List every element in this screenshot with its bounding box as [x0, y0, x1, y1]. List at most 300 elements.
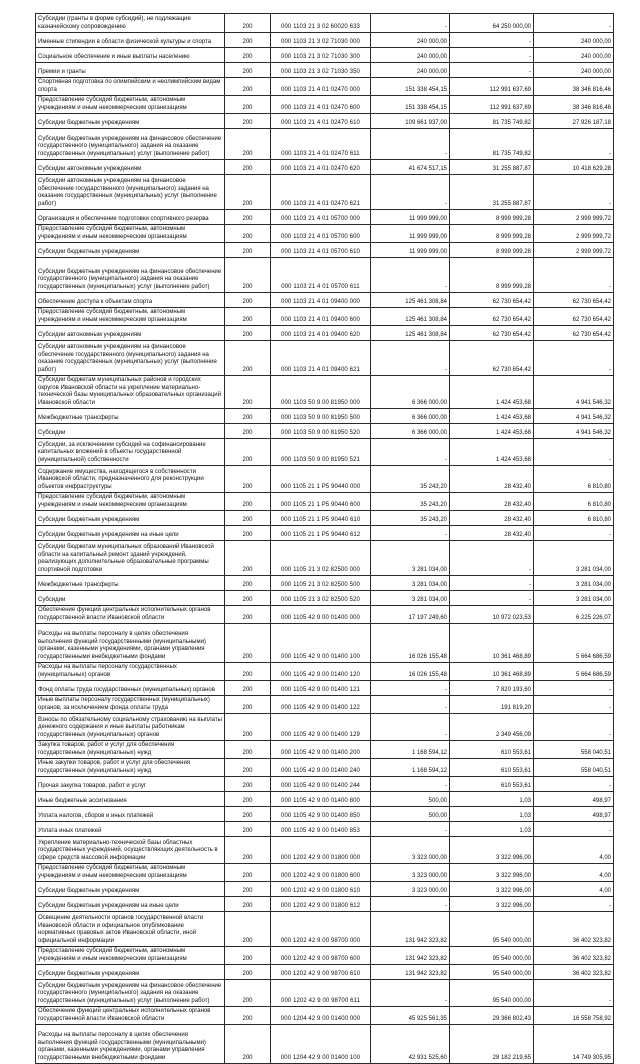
line-code-cell: 200	[225, 114, 271, 129]
budget-classification-code-cell: 000 1103 21 3 02 71030 000	[271, 33, 371, 48]
line-code-cell: 200	[225, 576, 271, 591]
approved-appropriations-cell: -	[371, 258, 450, 293]
approved-appropriations-cell: 125 461 308,84	[371, 293, 450, 308]
executed-amount-cell: 95 540 000,00	[450, 980, 534, 1007]
indicator-name-cell: Предоставление субсидий бюджетным, автономным учреждениям и иным некоммерческим организациям	[36, 947, 225, 965]
budget-classification-code-cell: 000 1105 42 9 00 01400 100	[271, 624, 371, 663]
table-row	[36, 681, 614, 696]
budget-classification-code-cell: 000 1105 42 9 00 01400 200	[271, 741, 371, 759]
budget-classification-code-cell: 000 1105 42 9 00 01400 244	[271, 777, 371, 792]
line-code-cell: 200	[225, 175, 271, 210]
indicator-name-cell: Субсидии бюджетам муниципальных образований Ивановской области на капитальный ремонт зданий учреждений, реализующих дополнительные образовательные программы спортивной подготовки	[36, 541, 225, 576]
table-row	[36, 493, 614, 511]
table-row	[36, 965, 614, 980]
table-row	[36, 807, 614, 822]
approved-appropriations-cell: 11 999 999,00	[371, 243, 450, 258]
executed-amount-cell: 10 361 468,89	[450, 624, 534, 663]
table-row	[36, 526, 614, 541]
indicator-name-cell: Межбюджетные трансферты	[36, 576, 225, 591]
line-code-cell: 200	[225, 624, 271, 663]
budget-classification-code-cell: 000 1202 42 9 00 01800 612	[271, 897, 371, 912]
executed-amount-cell: 62 730 654,42	[450, 308, 534, 326]
executed-amount-cell: 28 432,40	[450, 493, 534, 511]
line-code-cell: 200	[225, 376, 271, 409]
approved-appropriations-cell: 125 461 308,84	[371, 326, 450, 341]
budget-classification-code-cell: 000 1103 21 3 02 71030 300	[271, 48, 371, 63]
line-code-cell: 200	[225, 243, 271, 258]
approved-appropriations-cell: -	[371, 696, 450, 714]
indicator-name-cell: Закупка товаров, работ и услуг для обеспечения государственных (муниципальных) нужд	[36, 741, 225, 759]
line-code-cell: 200	[225, 777, 271, 792]
table-row	[36, 63, 614, 78]
unexecuted-appropriations-cell: 2 999 999,72	[534, 210, 614, 225]
approved-appropriations-cell: 240 000,00	[371, 33, 450, 48]
executed-amount-cell: 8 999 999,28	[450, 258, 534, 293]
indicator-name-cell: Субсидии автономным учреждениям на финансовое обеспечение государственного (муниципального) задания на оказание государственных (муниципальных) услуг (выполнение работ)	[36, 341, 225, 376]
unexecuted-appropriations-cell: 2 999 999,72	[534, 243, 614, 258]
approved-appropriations-cell: 6 366 000,00	[371, 376, 450, 409]
approved-appropriations-cell: 35 243,20	[371, 493, 450, 511]
executed-amount-cell: 8 999 999,28	[450, 225, 534, 243]
approved-appropriations-cell: 500,00	[371, 807, 450, 822]
table-row	[36, 293, 614, 308]
budget-classification-code-cell: 000 1103 21 4 01 05700 600	[271, 225, 371, 243]
unexecuted-appropriations-cell: 27 926 187,18	[534, 114, 614, 129]
budget-classification-code-cell: 000 1202 42 9 00 98700 000	[271, 912, 371, 947]
executed-amount-cell: 62 730 654,42	[450, 326, 534, 341]
table-row	[36, 714, 614, 741]
approved-appropriations-cell: -	[371, 14, 450, 33]
approved-appropriations-cell: -	[371, 129, 450, 160]
approved-appropriations-cell: -	[371, 777, 450, 792]
line-code-cell: 200	[225, 129, 271, 160]
unexecuted-appropriations-cell: 240 000,00	[534, 63, 614, 78]
indicator-name-cell: Расходы на выплаты персоналу в целях обеспечения выполнения функций государственными (муниципальными) органами, казенными учреждениями, органами управления государственными внебюджетными фондами	[36, 1025, 225, 1064]
indicator-name-cell: Спортивная подготовка по олимпийским и неолимпийским видам спорта	[36, 78, 225, 96]
unexecuted-appropriations-cell: 3 281 034,00	[534, 541, 614, 576]
unexecuted-appropriations-cell: -	[534, 777, 614, 792]
approved-appropriations-cell: 35 243,20	[371, 511, 450, 526]
table-row	[36, 225, 614, 243]
budget-classification-code-cell: 000 1103 50 9 00 81950 500	[271, 409, 371, 424]
executed-amount-cell: 28 432,40	[450, 466, 534, 493]
executed-amount-cell: 2 349 456,09	[450, 714, 534, 741]
budget-classification-code-cell: 000 1105 42 9 00 01400 853	[271, 822, 371, 837]
line-code-cell: 200	[225, 681, 271, 696]
table-row	[36, 210, 614, 225]
budget-classification-code-cell: 000 1105 42 9 00 01400 240	[271, 759, 371, 777]
indicator-name-cell: Субсидии бюджетным учреждениям	[36, 243, 225, 258]
unexecuted-appropriations-cell: 4,00	[534, 882, 614, 897]
unexecuted-appropriations-cell: -	[534, 439, 614, 466]
line-code-cell: 200	[225, 897, 271, 912]
indicator-name-cell: Организация и обеспечение подготовки спортивного резерва	[36, 210, 225, 225]
unexecuted-appropriations-cell: 3 281 034,00	[534, 576, 614, 591]
line-code-cell: 200	[225, 759, 271, 777]
executed-amount-cell: 81 735 749,82	[450, 129, 534, 160]
approved-appropriations-cell: -	[371, 980, 450, 1007]
executed-amount-cell: 1,03	[450, 822, 534, 837]
executed-amount-cell: 95 540 000,00	[450, 965, 534, 980]
budget-classification-code-cell: 000 1103 21 4 01 09400 620	[271, 326, 371, 341]
executed-amount-cell: 10 972 023,53	[450, 606, 534, 624]
approved-appropriations-cell: 16 026 155,48	[371, 624, 450, 663]
executed-amount-cell: 28 432,40	[450, 511, 534, 526]
budget-table-body	[36, 14, 614, 1064]
table-row	[36, 114, 614, 129]
budget-classification-code-cell: 000 1105 42 9 00 01400 850	[271, 807, 371, 822]
line-code-cell: 200	[225, 663, 271, 681]
approved-appropriations-cell: 3 323 000,00	[371, 864, 450, 882]
indicator-name-cell: Премии и гранты	[36, 63, 225, 78]
unexecuted-appropriations-cell: -	[534, 175, 614, 210]
unexecuted-appropriations-cell: 558 040,51	[534, 759, 614, 777]
indicator-name-cell: Субсидии бюджетным учреждениям на финансовое обеспечение государственного (муниципального) задания на оказание государственных (муниципальных) услуг (выполнение работ)	[36, 129, 225, 160]
unexecuted-appropriations-cell: 36 402 323,82	[534, 947, 614, 965]
line-code-cell: 200	[225, 912, 271, 947]
indicator-name-cell: Укрепление материально-технической базы областных государственных учреждений, осуществляющих деятельность в сфере средств массовой информации	[36, 837, 225, 864]
budget-classification-code-cell: 000 1103 21 4 01 02470 600	[271, 96, 371, 114]
table-row	[36, 308, 614, 326]
indicator-name-cell: Предоставление субсидий бюджетным, автономным учреждениям и иным некоммерческим организациям	[36, 225, 225, 243]
unexecuted-appropriations-cell: 240 000,00	[534, 33, 614, 48]
approved-appropriations-cell: 11 999 999,00	[371, 225, 450, 243]
unexecuted-appropriations-cell: 558 040,51	[534, 741, 614, 759]
approved-appropriations-cell: 41 674 517,15	[371, 160, 450, 175]
budget-classification-code-cell: 000 1103 21 4 01 02470 611	[271, 129, 371, 160]
budget-classification-code-cell: 000 1103 21 4 01 09400 000	[271, 293, 371, 308]
unexecuted-appropriations-cell: 2 999 999,72	[534, 225, 614, 243]
budget-classification-code-cell: 000 1202 42 9 00 01800 600	[271, 864, 371, 882]
indicator-name-cell: Предоставление субсидий бюджетным, автономным учреждениям и иным некоммерческим организациям	[36, 308, 225, 326]
unexecuted-appropriations-cell: 4 941 546,32	[534, 424, 614, 439]
line-code-cell: 200	[225, 792, 271, 807]
approved-appropriations-cell: 3 323 000,00	[371, 837, 450, 864]
table-row	[36, 792, 614, 807]
executed-amount-cell: 7 820 193,60	[450, 681, 534, 696]
executed-amount-cell: 8 999 999,28	[450, 210, 534, 225]
line-code-cell: 200	[225, 326, 271, 341]
line-code-cell: 200	[225, 526, 271, 541]
budget-classification-code-cell: 000 1202 42 9 00 98700 600	[271, 947, 371, 965]
unexecuted-appropriations-cell: 38 346 816,46	[534, 96, 614, 114]
executed-amount-cell: -	[450, 63, 534, 78]
indicator-name-cell: Взносы по обязательному социальному страхованию на выплаты денежного содержания и иные выплаты работникам государственных (муниципальных) органов	[36, 714, 225, 741]
budget-execution-table	[35, 13, 614, 1064]
line-code-cell: 200	[225, 606, 271, 624]
unexecuted-appropriations-cell: -	[534, 681, 614, 696]
table-row	[36, 947, 614, 965]
executed-amount-cell: 3 322 996,00	[450, 837, 534, 864]
indicator-name-cell: Иные выплаты персоналу государственных (муниципальных) органов, за исключением фонда оплаты труда	[36, 696, 225, 714]
unexecuted-appropriations-cell: -	[534, 258, 614, 293]
table-row	[36, 409, 614, 424]
indicator-name-cell: Обеспечение функций центральных исполнительных органов государственной власти Ивановской области	[36, 606, 225, 624]
executed-amount-cell: 62 730 654,42	[450, 341, 534, 376]
line-code-cell: 200	[225, 822, 271, 837]
executed-amount-cell: 28 182 219,65	[450, 1025, 534, 1064]
line-code-cell: 200	[225, 541, 271, 576]
indicator-name-cell: Субсидии бюджетным учреждениям на иные цели	[36, 897, 225, 912]
table-row	[36, 882, 614, 897]
executed-amount-cell: 610 553,61	[450, 777, 534, 792]
indicator-name-cell: Субсидии бюджетным учреждениям на финансовое обеспечение государственного (муниципального) задания на оказание государственных (муниципальных) услуг (выполнение работ)	[36, 980, 225, 1007]
executed-amount-cell: 610 553,61	[450, 759, 534, 777]
indicator-name-cell: Субсидии автономным учреждениям	[36, 326, 225, 341]
executed-amount-cell: 1 424 453,68	[450, 424, 534, 439]
unexecuted-appropriations-cell: -	[534, 980, 614, 1007]
executed-amount-cell: 3 322 996,00	[450, 864, 534, 882]
budget-classification-code-cell: 000 1105 21 1 Р5 90440 000	[271, 466, 371, 493]
indicator-name-cell: Уплата налогов, сборов и иных платежей	[36, 807, 225, 822]
approved-appropriations-cell: 151 338 454,15	[371, 96, 450, 114]
indicator-name-cell: Субсидии автономным учреждениям на финансовое обеспечение государственного (муниципального) задания на оказание государственных (муниципальных) услуг (выполнение работ)	[36, 175, 225, 210]
budget-classification-code-cell: 000 1105 42 9 00 01400 121	[271, 681, 371, 696]
budget-classification-code-cell: 000 1105 21 3 02 82500 000	[271, 541, 371, 576]
line-code-cell: 200	[225, 511, 271, 526]
line-code-cell: 200	[225, 1007, 271, 1025]
indicator-name-cell: Обеспечение функций центральных исполнительных органов государственной власти Ивановской области	[36, 1007, 225, 1025]
indicator-name-cell: Содержание имущества, находящегося в собственности Ивановской области, предназначенного для реконструкции объектов инфраструктуры	[36, 466, 225, 493]
unexecuted-appropriations-cell: 6 810,80	[534, 511, 614, 526]
table-row	[36, 439, 614, 466]
executed-amount-cell: 81 735 749,82	[450, 114, 534, 129]
table-row	[36, 1007, 614, 1025]
approved-appropriations-cell: 1 168 594,12	[371, 741, 450, 759]
line-code-cell: 200	[225, 807, 271, 822]
indicator-name-cell: Уплата иных платежей	[36, 822, 225, 837]
indicator-name-cell: Именные стипендии в области физической культуры и спорта	[36, 33, 225, 48]
unexecuted-appropriations-cell: 36 402 323,82	[534, 912, 614, 947]
line-code-cell: 200	[225, 14, 271, 33]
indicator-name-cell: Субсидии бюджетным учреждениям на финансовое обеспечение государственного (муниципального) задания на оказание государственных (муниципальных) услуг (выполнение работ)	[36, 258, 225, 293]
indicator-name-cell: Субсидии бюджетным учреждениям	[36, 511, 225, 526]
indicator-name-cell: Субсидии	[36, 424, 225, 439]
executed-amount-cell: 62 730 654,42	[450, 293, 534, 308]
indicator-name-cell: Обеспечение доступа к объектам спорта	[36, 293, 225, 308]
approved-appropriations-cell: 131 942 323,82	[371, 912, 450, 947]
unexecuted-appropriations-cell: -	[534, 526, 614, 541]
executed-amount-cell: 8 999 999,28	[450, 243, 534, 258]
approved-appropriations-cell: -	[371, 897, 450, 912]
line-code-cell: 200	[225, 258, 271, 293]
unexecuted-appropriations-cell: 62 730 654,42	[534, 308, 614, 326]
table-row	[36, 466, 614, 493]
budget-classification-code-cell: 000 1105 42 9 00 01400 129	[271, 714, 371, 741]
approved-appropriations-cell: 500,00	[371, 792, 450, 807]
table-row	[36, 663, 614, 681]
budget-classification-code-cell: 000 1103 21 4 01 09400 600	[271, 308, 371, 326]
table-row	[36, 48, 614, 63]
executed-amount-cell: 28 432,40	[450, 526, 534, 541]
table-row	[36, 243, 614, 258]
unexecuted-appropriations-cell: 6 810,80	[534, 466, 614, 493]
line-code-cell: 200	[225, 210, 271, 225]
unexecuted-appropriations-cell: 38 346 816,46	[534, 78, 614, 96]
budget-classification-code-cell: 000 1105 42 9 00 01400 120	[271, 663, 371, 681]
indicator-name-cell: Прочая закупка товаров, работ и услуг	[36, 777, 225, 792]
unexecuted-appropriations-cell: -	[534, 129, 614, 160]
indicator-name-cell: Субсидии	[36, 591, 225, 606]
approved-appropriations-cell: 131 942 323,82	[371, 947, 450, 965]
approved-appropriations-cell: 6 366 000,00	[371, 409, 450, 424]
table-row	[36, 1025, 614, 1064]
unexecuted-appropriations-cell: -	[534, 696, 614, 714]
line-code-cell: 200	[225, 466, 271, 493]
indicator-name-cell: Предоставление субсидий бюджетным, автономным учреждениям и иным некоммерческим организациям	[36, 96, 225, 114]
approved-appropriations-cell: 240 000,00	[371, 48, 450, 63]
executed-amount-cell: 1 424 453,68	[450, 376, 534, 409]
approved-appropriations-cell: 45 925 561,35	[371, 1007, 450, 1025]
table-row	[36, 741, 614, 759]
budget-classification-code-cell: 000 1103 50 9 00 81950 521	[271, 439, 371, 466]
executed-amount-cell: 1,03	[450, 792, 534, 807]
table-row	[36, 14, 614, 33]
executed-amount-cell: 1,03	[450, 807, 534, 822]
unexecuted-appropriations-cell: -	[534, 714, 614, 741]
indicator-name-cell: Фонд оплаты труда государственных (муниципальных) органов	[36, 681, 225, 696]
executed-amount-cell: 191 819,20	[450, 696, 534, 714]
unexecuted-appropriations-cell: 14 749 305,95	[534, 1025, 614, 1064]
executed-amount-cell: 112 991 637,69	[450, 78, 534, 96]
budget-classification-code-cell: 000 1105 21 3 02 82500 520	[271, 591, 371, 606]
unexecuted-appropriations-cell: 4 941 546,32	[534, 376, 614, 409]
line-code-cell: 200	[225, 882, 271, 897]
budget-classification-code-cell: 000 1105 42 9 00 01400 122	[271, 696, 371, 714]
unexecuted-appropriations-cell: 4,00	[534, 864, 614, 882]
indicator-name-cell: Расходы на выплаты персоналу государственных (муниципальных) органов	[36, 663, 225, 681]
approved-appropriations-cell: 151 338 454,15	[371, 78, 450, 96]
indicator-name-cell: Освещение деятельности органов государственной власти Ивановской области и официальное опубликование нормативных правовых актов Ивановской области, иной официальной информации	[36, 912, 225, 947]
line-code-cell: 200	[225, 409, 271, 424]
unexecuted-appropriations-cell: 10 418 629,28	[534, 160, 614, 175]
budget-classification-code-cell: 000 1103 21 4 01 02470 000	[271, 78, 371, 96]
table-row	[36, 864, 614, 882]
indicator-name-cell: Расходы на выплаты персоналу в целях обеспечения выполнения функций государственными (муниципальными) органами, казенными учреждениями, органами управления государственными внебюджетными фондами	[36, 624, 225, 663]
approved-appropriations-cell: -	[371, 822, 450, 837]
table-row	[36, 980, 614, 1007]
executed-amount-cell: -	[450, 576, 534, 591]
unexecuted-appropriations-cell: 16 558 758,92	[534, 1007, 614, 1025]
indicator-name-cell: Предоставление субсидий бюджетным, автономным учреждениям и иным некоммерческим организациям	[36, 493, 225, 511]
executed-amount-cell: 3 322 996,00	[450, 897, 534, 912]
executed-amount-cell: 1 424 453,68	[450, 409, 534, 424]
table-row	[36, 822, 614, 837]
unexecuted-appropriations-cell: 6 810,80	[534, 493, 614, 511]
budget-classification-code-cell: 000 1202 42 9 00 01800 000	[271, 837, 371, 864]
table-row	[36, 258, 614, 293]
executed-amount-cell: 3 322 996,00	[450, 882, 534, 897]
line-code-cell: 200	[225, 947, 271, 965]
approved-appropriations-cell: 125 461 308,84	[371, 308, 450, 326]
budget-classification-code-cell: 000 1103 21 4 01 05700 611	[271, 258, 371, 293]
approved-appropriations-cell: -	[371, 714, 450, 741]
indicator-name-cell: Социальное обеспечение и иные выплаты населению	[36, 48, 225, 63]
line-code-cell: 200	[225, 980, 271, 1007]
unexecuted-appropriations-cell: 6 225 226,07	[534, 606, 614, 624]
approved-appropriations-cell: -	[371, 341, 450, 376]
unexecuted-appropriations-cell: 5 664 686,59	[534, 624, 614, 663]
budget-classification-code-cell: 000 1103 21 4 01 02470 610	[271, 114, 371, 129]
table-row	[36, 78, 614, 96]
table-row	[36, 175, 614, 210]
budget-classification-code-cell: 000 1103 21 4 01 05700 610	[271, 243, 371, 258]
approved-appropriations-cell: 3 281 034,00	[371, 591, 450, 606]
budget-classification-code-cell: 000 1103 21 4 01 09400 621	[271, 341, 371, 376]
table-row	[36, 511, 614, 526]
unexecuted-appropriations-cell: 240 000,00	[534, 48, 614, 63]
table-row	[36, 759, 614, 777]
line-code-cell: 200	[225, 714, 271, 741]
budget-classification-code-cell: 000 1204 42 9 00 01400 000	[271, 1007, 371, 1025]
budget-classification-code-cell: 000 1202 42 9 00 98700 611	[271, 980, 371, 1007]
budget-classification-code-cell: 000 1103 21 4 01 05700 000	[271, 210, 371, 225]
table-row	[36, 376, 614, 409]
budget-classification-code-cell: 000 1204 42 9 00 01400 100	[271, 1025, 371, 1064]
indicator-name-cell: Субсидии бюджетам муниципальных районов и городских округов Ивановской области на укрепление материально-технической базы муниципальных образовательных организаций Ивановской области	[36, 376, 225, 409]
unexecuted-appropriations-cell: -	[534, 897, 614, 912]
indicator-name-cell: Предоставление субсидий бюджетным, автономным учреждениям и иным некоммерческим организациям	[36, 864, 225, 882]
table-row	[36, 129, 614, 160]
executed-amount-cell: -	[450, 48, 534, 63]
line-code-cell: 200	[225, 837, 271, 864]
unexecuted-appropriations-cell: 62 730 654,42	[534, 326, 614, 341]
line-code-cell: 200	[225, 33, 271, 48]
table-row	[36, 837, 614, 864]
approved-appropriations-cell: 42 931 525,60	[371, 1025, 450, 1064]
table-row	[36, 777, 614, 792]
approved-appropriations-cell: 109 661 937,00	[371, 114, 450, 129]
approved-appropriations-cell: 3 281 034,00	[371, 576, 450, 591]
executed-amount-cell: 64 250 000,00	[450, 14, 534, 33]
line-code-cell: 200	[225, 864, 271, 882]
approved-appropriations-cell: 3 323 000,00	[371, 882, 450, 897]
unexecuted-appropriations-cell: -	[534, 14, 614, 33]
unexecuted-appropriations-cell: 498,97	[534, 792, 614, 807]
table-row	[36, 424, 614, 439]
indicator-name-cell: Субсидии бюджетным учреждениям на иные цели	[36, 526, 225, 541]
approved-appropriations-cell: 17 197 249,60	[371, 606, 450, 624]
approved-appropriations-cell: 131 942 323,82	[371, 965, 450, 980]
unexecuted-appropriations-cell: 5 664 686,59	[534, 663, 614, 681]
table-row	[36, 341, 614, 376]
executed-amount-cell: 1 424 453,68	[450, 439, 534, 466]
line-code-cell: 200	[225, 424, 271, 439]
budget-classification-code-cell: 000 1103 21 4 01 02470 620	[271, 160, 371, 175]
line-code-cell: 200	[225, 696, 271, 714]
executed-amount-cell: 95 540 000,00	[450, 947, 534, 965]
executed-amount-cell: 31 255 887,87	[450, 160, 534, 175]
line-code-cell: 200	[225, 293, 271, 308]
unexecuted-appropriations-cell: -	[534, 822, 614, 837]
line-code-cell: 200	[225, 341, 271, 376]
unexecuted-appropriations-cell: 36 402 323,82	[534, 965, 614, 980]
table-row	[36, 33, 614, 48]
indicator-name-cell: Субсидии бюджетным учреждениям	[36, 965, 225, 980]
approved-appropriations-cell: 35 243,20	[371, 466, 450, 493]
line-code-cell: 200	[225, 225, 271, 243]
executed-amount-cell: 610 553,61	[450, 741, 534, 759]
approved-appropriations-cell: 16 026 155,48	[371, 663, 450, 681]
line-code-cell: 200	[225, 78, 271, 96]
unexecuted-appropriations-cell: 4 941 546,32	[534, 409, 614, 424]
executed-amount-cell: -	[450, 541, 534, 576]
table-row	[36, 897, 614, 912]
budget-classification-code-cell: 000 1103 21 3 02 60020 633	[271, 14, 371, 33]
approved-appropriations-cell: 1 168 594,12	[371, 759, 450, 777]
line-code-cell: 200	[225, 965, 271, 980]
approved-appropriations-cell: -	[371, 439, 450, 466]
